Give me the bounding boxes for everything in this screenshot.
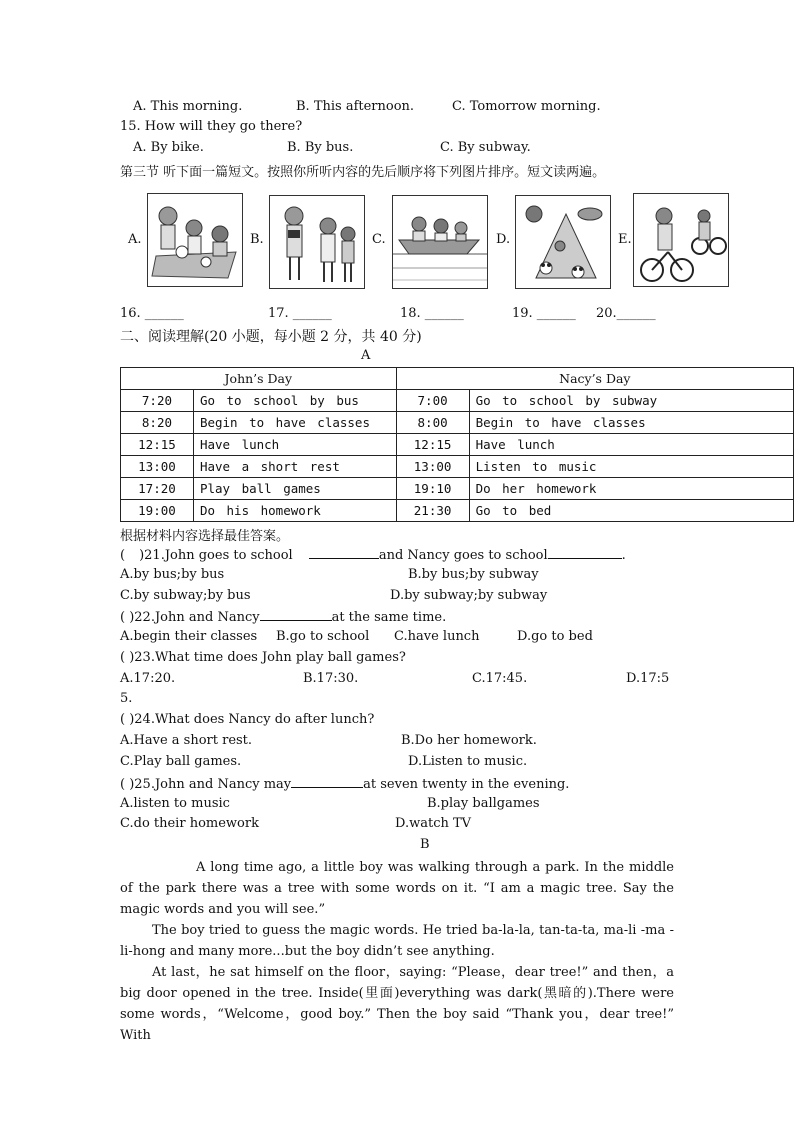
part-a-label: A <box>361 348 371 363</box>
q21-stem-part2: and Nancy goes to school <box>378 548 548 563</box>
answer-blank-17[interactable]: 17. ______ <box>268 306 332 321</box>
q15-option-b: B. By bus. <box>287 140 354 155</box>
table-row <box>121 456 794 478</box>
q22-option-b: B.go to school <box>276 629 370 644</box>
nancy-activity: Go to school by subway <box>469 390 793 412</box>
answer-blank-16[interactable]: 16. ______ <box>120 306 184 321</box>
nancy-time: 13:00 <box>396 456 469 478</box>
q25-option-c: C.do their homework <box>120 816 259 831</box>
q22-option-d: D.go to bed <box>517 629 593 644</box>
boating-scene-icon <box>392 195 488 289</box>
john-activity: Do his homework <box>193 500 396 522</box>
section3-heading: 第三节 听下面一篇短文。按照你所听内容的先后顺序将下列图片排序。短文读两遍。 <box>120 165 606 180</box>
q23-option-d-wrap: 5. <box>120 691 133 706</box>
john-time: 13:00 <box>121 456 194 478</box>
q24-option-b: B.Do her homework. <box>401 733 537 748</box>
nancy-header: Nacy’s Day <box>396 368 793 390</box>
john-time: 12:15 <box>121 434 194 456</box>
q21-blank-1[interactable] <box>309 546 379 559</box>
table-row <box>121 478 794 500</box>
q22-stem-part1: ( )22.John and Nancy <box>120 610 260 625</box>
q21-option-b: B.by bus;by subway <box>408 567 539 582</box>
q25-stem-part2: at seven twenty in the evening. <box>363 777 570 792</box>
picture-a-label: A. <box>128 232 142 247</box>
q21-stem-part1: )21.John goes to school <box>139 548 293 563</box>
passage-paragraph-2: The boy tried to guess the magic words. He tried ba-la-la, tan-ta-ta, ma-li -ma -li-hong and many more...but the boy didn’t see anything. <box>120 923 674 959</box>
q14-option-b: B. This afternoon. <box>296 99 415 114</box>
john-activity: Have lunch <box>193 434 396 456</box>
john-activity: Have a short rest <box>193 456 396 478</box>
john-header: John’s Day <box>121 368 397 390</box>
john-time: 7:20 <box>121 390 194 412</box>
q22-blank[interactable] <box>260 608 332 621</box>
q22-stem-part2: at the same time. <box>331 610 447 625</box>
q23-option-a: A.17:20. <box>120 671 176 686</box>
table-row <box>121 500 794 522</box>
table-row <box>121 412 794 434</box>
q21-option-c: C.by subway;by bus <box>120 588 251 603</box>
picnic-scene-icon <box>147 193 243 287</box>
q24-option-c: C.Play ball games. <box>120 754 242 769</box>
picture-c-label: C. <box>372 232 386 247</box>
reading-instruction: 根据材料内容选择最佳答案。 <box>120 529 290 544</box>
q25-option-a: A.listen to music <box>120 796 230 811</box>
nancy-time: 21:30 <box>396 500 469 522</box>
passage-paragraph-3: At last，he sat himself on the floor，saying: “Please，dear tree!” and then，a big door opened in the tree. Inside(里面)everything was dark(黑暗的).There were some words，“Welcome，good boy.” Then the boy said “Thank you，dear tree!” With <box>120 965 674 1043</box>
q15-option-a: A. By bike. <box>133 140 204 155</box>
q25-blank[interactable] <box>291 775 363 788</box>
q22-option-a: A.begin their classes <box>120 629 258 644</box>
passage-paragraph-1: A long time ago, a little boy was walking through a park. In the middle of the park there was a tree with some words on it. “I am a magic tree. Say the magic words and you will see.” <box>120 860 674 917</box>
john-time: 8:20 <box>121 412 194 434</box>
schedule-table <box>120 367 794 522</box>
q25-stem <box>120 775 569 792</box>
q23-option-b: B.17:30. <box>303 671 359 686</box>
q23-option-d: D.17:5 <box>626 671 670 686</box>
q22-option-c: C.have lunch <box>394 629 480 644</box>
q25-option-d: D.watch TV <box>395 816 472 831</box>
answer-blank-19[interactable]: 19. ______ <box>512 306 576 321</box>
answer-blank-20[interactable]: 20.______ <box>596 306 656 321</box>
q25-option-b: B.play ballgames <box>427 796 540 811</box>
q25-stem-part1: ( )25.John and Nancy may <box>120 777 292 792</box>
q24-option-d: D.Listen to music. <box>408 754 528 769</box>
q22-stem <box>120 608 446 625</box>
q21-stem <box>120 546 626 563</box>
nancy-activity: Go to bed <box>469 500 793 522</box>
john-time: 19:00 <box>121 500 194 522</box>
table-row <box>121 434 794 456</box>
q23-option-c: C.17:45. <box>472 671 528 686</box>
q21-option-a: A.by bus;by bus <box>120 567 225 582</box>
john-activity: Begin to have classes <box>193 412 396 434</box>
q15-stem: 15. How will they go there? <box>120 119 303 134</box>
nancy-activity: Begin to have classes <box>469 412 793 434</box>
q23-stem: ( )23.What time does John play ball games? <box>120 650 406 665</box>
q21-option-d: D.by subway;by subway <box>390 588 548 603</box>
nancy-time: 12:15 <box>396 434 469 456</box>
answer-blank-18[interactable]: 18. ______ <box>400 306 464 321</box>
part-b-label: B <box>420 837 430 852</box>
nancy-time: 7:00 <box>396 390 469 412</box>
q14-option-a: A. This morning. <box>133 99 243 114</box>
q24-stem: ( )24.What does Nancy do after lunch? <box>120 712 375 727</box>
john-time: 17:20 <box>121 478 194 500</box>
nancy-activity: Have lunch <box>469 434 793 456</box>
q21-stem-end: . <box>621 548 626 563</box>
q21-blank-2[interactable] <box>548 546 622 559</box>
table-row <box>121 390 794 412</box>
picture-d-label: D. <box>496 232 511 247</box>
q24-option-a: A.Have a short rest. <box>120 733 253 748</box>
john-activity: Go to school by bus <box>193 390 396 412</box>
photo-taking-scene-icon <box>269 195 365 289</box>
nancy-activity: Do her homework <box>469 478 793 500</box>
nancy-time: 19:10 <box>396 478 469 500</box>
nancy-activity: Listen to music <box>469 456 793 478</box>
picture-e-label: E. <box>618 232 632 247</box>
john-activity: Play ball games <box>193 478 396 500</box>
zoo-animals-scene-icon <box>515 195 611 289</box>
q15-option-c: C. By subway. <box>440 140 531 155</box>
nancy-time: 8:00 <box>396 412 469 434</box>
q21-paren: ( <box>120 548 126 563</box>
q14-option-c: C. Tomorrow morning. <box>452 99 601 114</box>
cycling-scene-icon <box>633 193 729 287</box>
picture-b-label: B. <box>250 232 264 247</box>
reading-heading: 二、阅读理解(20 小题，每小题 2 分，共 40 分) <box>120 329 422 345</box>
